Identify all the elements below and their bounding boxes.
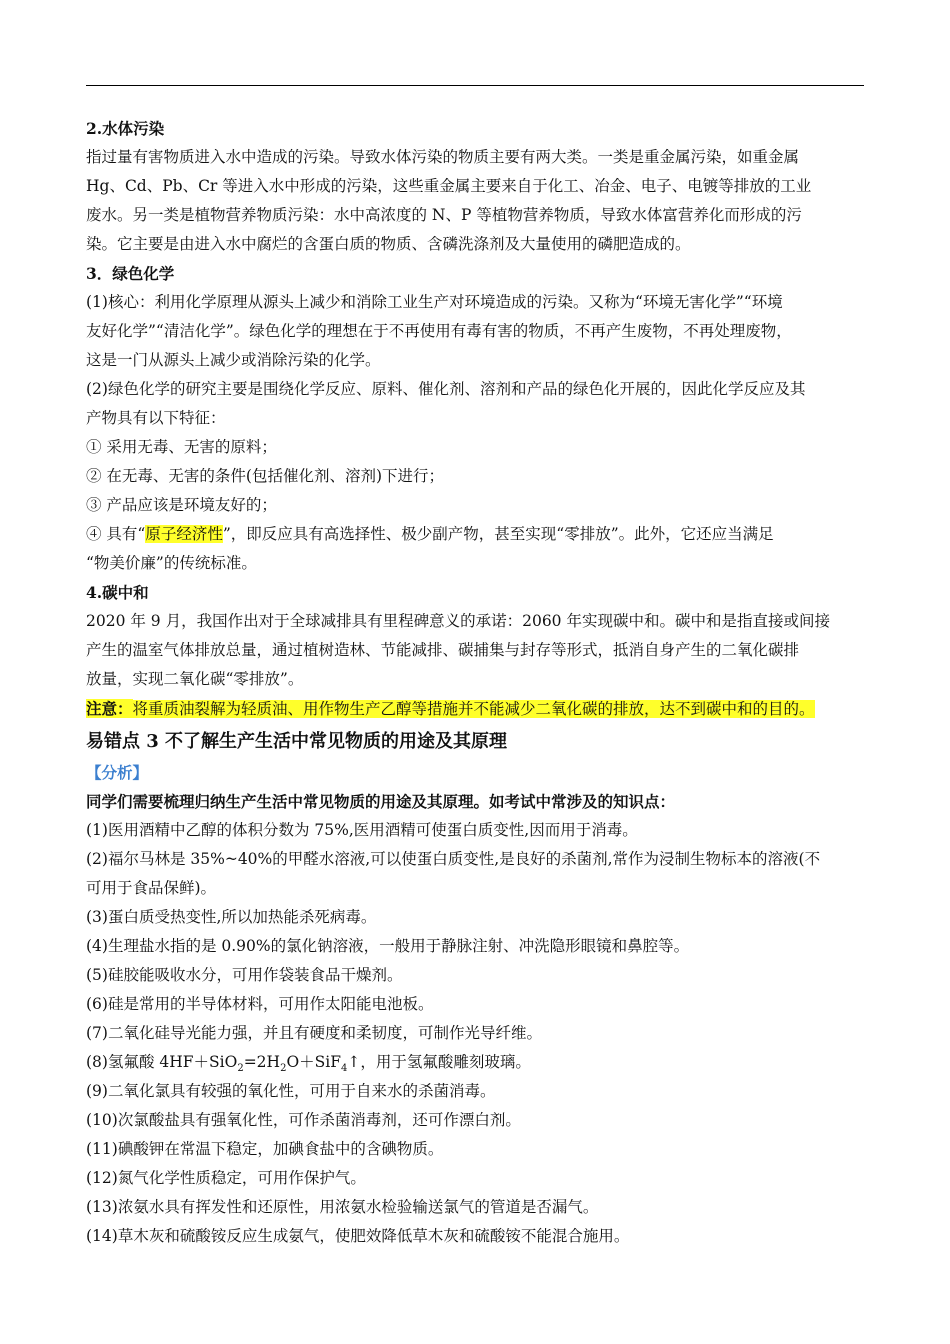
eq-part-b: =2H: [243, 1053, 281, 1071]
water-pollution-line-3: 废水。另一类是植物营养物质污染：水中高浓度的 N、P 等植物营养物质，导致水体富营养化而形成的污: [86, 206, 802, 224]
use-item-7: (7)二氧化硅导光能力强，并且有硬度和柔韧度，可制作光导纤维。: [86, 1024, 542, 1042]
green-study-line-2: 产物具有以下特征：: [86, 409, 226, 427]
header-rule: [86, 85, 864, 86]
use-item-10: (10)次氯酸盐具有强氧化性，可作杀菌消毒剂，还可作漂白剂。: [86, 1111, 521, 1129]
eq-part-c: O＋SiF: [286, 1053, 341, 1071]
note-text: 将重质油裂解为轻质油、用作物生产乙醇等措施并不能减少二氧化碳的排放，达不到碳中和的目的。: [132, 700, 815, 718]
use-item-6: (6)硅是常用的半导体材料，可用作太阳能电池板。: [86, 995, 434, 1013]
note-label: 注意：: [86, 699, 133, 718]
highlighted-term: 原子经济性: [145, 525, 223, 543]
carbon-line-3: 放量，实现二氧化碳“零排放”。: [86, 670, 304, 688]
green-item-4-suffix: ”，即反应具有高选择性、极少副产物，甚至实现“零排放”。此外，它还应当满足: [222, 525, 774, 543]
use-item-8: [86, 1048, 866, 1077]
green-item-2: ② 在无毒、无害的条件(包括催化剂、溶剂)下进行；: [86, 467, 445, 485]
eq-part-d: ↑，用于氢氟酸雕刻玻璃。: [347, 1053, 531, 1071]
use-item-2-line-1: (2)福尔马林是 35%~40%的甲醛水溶液,可以使蛋白质变性,是良好的杀菌剂,常作为浸制生物标本的溶液(不: [86, 850, 821, 868]
green-study-line-1: (2)绿色化学的研究主要是围绕化学反应、原料、催化剂、溶剂和产品的绿色化开展的，因此化学反应及其: [86, 380, 806, 398]
green-core-line-3: 这是一门从源头上减少或消除污染的化学。: [86, 351, 381, 369]
error-point-3-title: 易错点 3 不了解生产生活中常见物质的用途及其原理: [86, 731, 508, 752]
carbon-line-2: 产生的温室气体排放总量，通过植树造林、节能减排、碳捕集与封存等形式，抵消自身产生的二氧化碳排: [86, 641, 800, 659]
eq-sub-3: 4: [340, 1063, 348, 1075]
green-item-4-prefix: ④ 具有“: [86, 525, 146, 543]
green-item-4-line-2: “物美价廉”的传统标准。: [86, 554, 257, 572]
use-item-1: (1)医用酒精中乙醇的体积分数为 75%,医用酒精可使蛋白质变性,因而用于消毒。: [86, 821, 638, 839]
use-item-3: (3)蛋白质受热变性,所以加热能杀死病毒。: [86, 908, 377, 926]
use-item-2-line-2: 可用于食品保鲜)。: [86, 879, 217, 897]
analysis-intro: 同学们需要梳理归纳生产生活中常见物质的用途及其原理。如考试中常涉及的知识点：: [86, 792, 676, 811]
use-item-11: (11)碘酸钾在常温下稳定，加碘食盐中的含碘物质。: [86, 1140, 444, 1158]
use-item-14: (14)草木灰和硫酸铵反应生成氨气，使肥效降低草木灰和硫酸铵不能混合施用。: [86, 1227, 630, 1245]
carbon-note: [86, 694, 866, 724]
carbon-line-1: 2020 年 9 月，我国作出对于全球减排具有里程碑意义的承诺：2060 年实现碳中和。碳中和是指直接或间接: [86, 612, 830, 630]
use-item-9: (9)二氧化氯具有较强的氧化性，可用于自来水的杀菌消毒。: [86, 1082, 496, 1100]
eq-part-a: (8)氢氟酸 4HF＋SiO: [86, 1053, 238, 1071]
document-body: [86, 114, 866, 1251]
use-item-5: (5)硅胶能吸收水分，可用作袋装食品干燥剂。: [86, 966, 403, 984]
eq-sub-1: 2: [237, 1063, 244, 1075]
water-pollution-line-2: Hg、Cd、Pb、Cr 等进入水中形成的污染，这些重金属主要来自于化工、冶金、电子、电镀等排放的工业: [86, 177, 812, 195]
use-item-12: (12)氮气化学性质稳定，可用作保护气。: [86, 1169, 366, 1187]
green-item-3: ③ 产品应该是环境友好的；: [86, 496, 277, 514]
green-item-4: [86, 520, 866, 549]
analysis-label: 【分析】: [86, 763, 149, 782]
green-core-line-1: (1)核心：利用化学原理从源头上减少和消除工业生产对环境造成的污染。又称为“环境无害化学”“环境: [86, 293, 783, 311]
section-heading-carbon-neutrality: 4.碳中和: [86, 583, 149, 602]
section-heading-green-chemistry: 3．绿色化学: [86, 264, 175, 283]
use-item-4: (4)生理盐水指的是 0.90%的氯化钠溶液，一般用于静脉注射、冲洗隐形眼镜和鼻腔等。: [86, 937, 690, 955]
green-core-line-2: 友好化学”“清洁化学”。绿色化学的理想在于不再使用有毒有害的物质，不再产生废物，不再处理废物，: [86, 322, 792, 340]
water-pollution-line-4: 染。它主要是由进入水中腐烂的含蛋白质的物质、含磷洗涤剂及大量使用的磷肥造成的。: [86, 235, 691, 253]
water-pollution-line-1: 指过量有害物质进入水中造成的污染。导致水体污染的物质主要有两大类。一类是重金属污染，如重金属: [86, 148, 800, 166]
use-item-13: (13)浓氨水具有挥发性和还原性，用浓氨水检验输送氯气的管道是否漏气。: [86, 1198, 599, 1216]
green-item-1: ① 采用无毒、无害的原料；: [86, 438, 277, 456]
section-heading-water-pollution: 2.水体污染: [86, 119, 165, 138]
eq-sub-2: 2: [280, 1063, 287, 1075]
